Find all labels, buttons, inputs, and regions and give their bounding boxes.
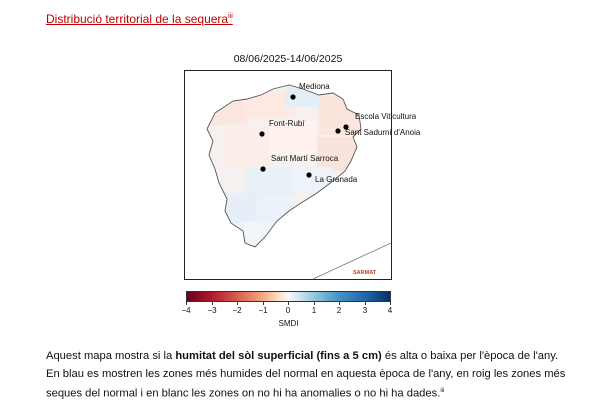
desc-p1-bold: humitat del sòl superficial (fins a 5 cm): [175, 350, 382, 362]
colorbar-label: SMDI: [278, 319, 299, 328]
desc-footnote-ref[interactable]: iii: [440, 388, 445, 394]
colorbar-tick-label: 2: [336, 306, 342, 315]
colorbar-tick: [314, 302, 315, 305]
colorbar-tick-label: −3: [207, 306, 217, 315]
description: [46, 348, 586, 403]
footnote-ref[interactable]: iii: [228, 13, 233, 20]
colorbar-tick-label: −1: [258, 306, 268, 315]
city-label-font-rubi: Font-Rubí: [269, 119, 305, 128]
desc-p1-b: és alta o baixa per l'època de l'any.: [381, 350, 559, 362]
city-label-sant-marti-sarroca: Sant Martí Sarroca: [271, 154, 339, 163]
desc-p2: En blau es mostren les zones més humides del normal en aquesta època de l'any, en roig les zones més seques del normal i en blanc les zones on no hi ha anomalies o no hi ha dades.: [46, 367, 566, 400]
section-heading-text: Distribució territorial de la sequera: [46, 12, 229, 26]
city-sant-sadurni: [335, 128, 421, 137]
city-label-la-granada: La Granada: [315, 175, 358, 184]
coastline: [313, 243, 391, 279]
sarmat-logo: [353, 270, 377, 276]
city-label-mediona: Mediona: [299, 82, 330, 91]
desc-p1-a: Aquest mapa mostra si la: [46, 350, 176, 362]
colorbar: [181, 291, 394, 331]
description-paragraph-2: [46, 366, 586, 404]
colorbar-gradient: [186, 291, 391, 302]
colorbar-tick: [237, 302, 238, 305]
map-canvas: [185, 71, 421, 279]
colorbar-tick: [390, 302, 391, 305]
city-label-sant-sadurni: Sant Sadurní d'Anoia: [345, 128, 421, 137]
colorbar-tick-label: 3: [362, 306, 368, 315]
smdi-map: [184, 70, 421, 280]
map-title: 08/06/2025-14/06/2025: [233, 53, 343, 65]
colorbar-tick: [288, 302, 289, 305]
colorbar-tick-label: −2: [232, 306, 242, 315]
colorbar-tick: [186, 302, 187, 305]
colorbar-tick: [339, 302, 340, 305]
city-la-granada: [306, 172, 357, 184]
colorbar-tick-label: −4: [181, 306, 191, 315]
logo-text: SARMAT: [353, 270, 377, 276]
colorbar-tick-label: 4: [387, 306, 393, 315]
colorbar-tick: [365, 302, 366, 305]
colorbar-tick-label: 0: [285, 306, 291, 315]
city-label-escola-viticultura: Escola Viticultura: [355, 112, 417, 121]
description-line-1: [46, 348, 586, 366]
colorbar-tick: [212, 302, 213, 305]
colorbar-tick: [263, 302, 264, 305]
colorbar-tick-label: 1: [311, 306, 317, 315]
section-heading[interactable]: [46, 12, 233, 26]
